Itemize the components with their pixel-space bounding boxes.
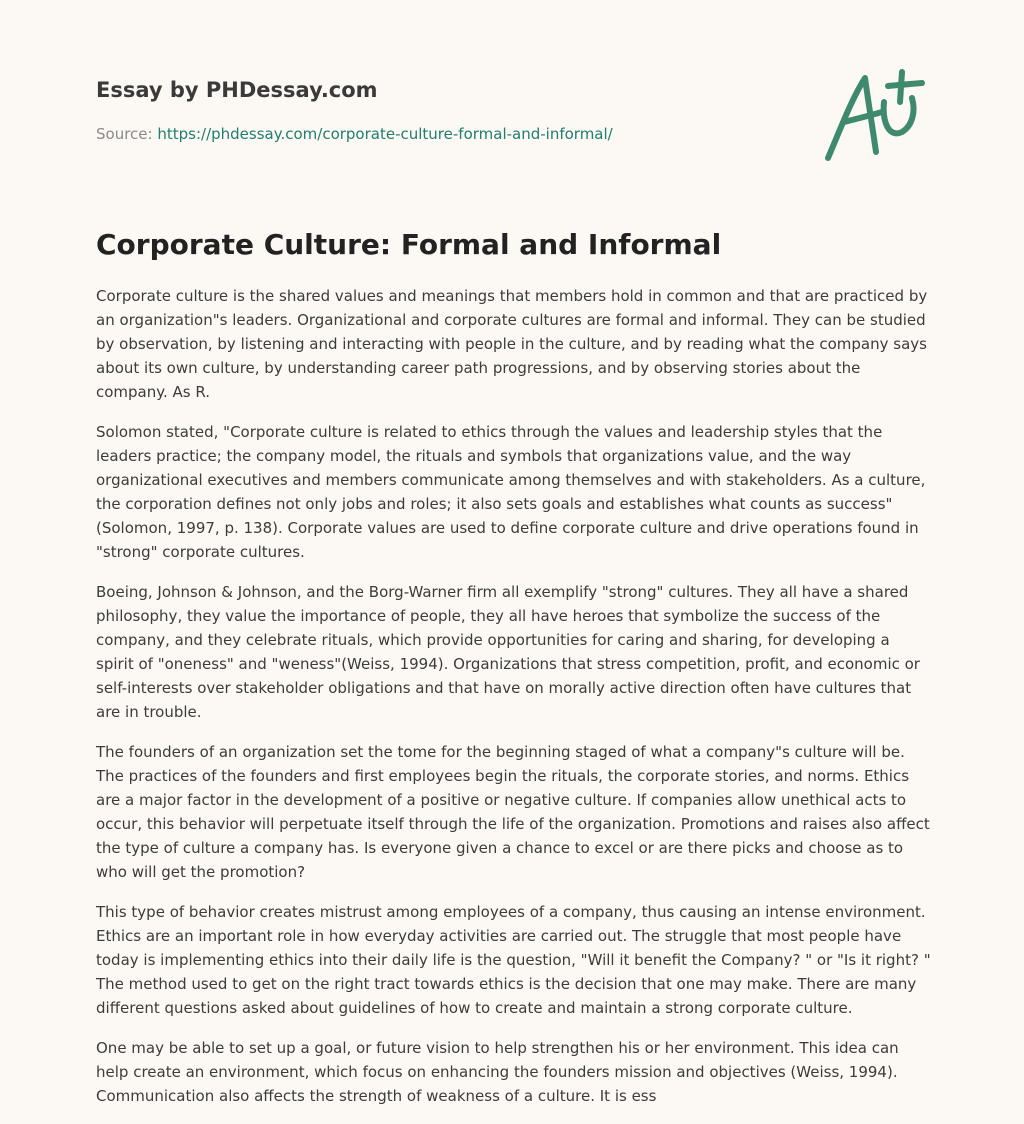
essay-paragraph: The founders of an organization set the tome for the beginning staged of what a company"s culture will be. The practices of the founders and first employees begin the rituals, the corporate stories, and norms. Ethics are a major factor in the development of a positive or negative culture. If companies allow unethical acts to occur, this behavior will perpetuate itself through the life of the organization. Promotions and raises also affect the type of culture a company has. Is everyone given a chance to excel or are there picks and choose as to who will get the promotion? (96, 743, 930, 881)
essay-body (96, 284, 932, 1124)
essay-header (96, 76, 796, 144)
source-link[interactable]: https://phdessay.com/corporate-culture-formal-and-informal/ (157, 125, 613, 143)
essay-paragraph: This type of behavior creates mistrust among employees of a company, thus causing an intense environment. Ethics are an important role in how everyday activities are carried out. The struggle that most people have today is implementing ethics into their daily life is the question, "Will it benefit the Company? " or "Is it right? " The method used to get on the right tract towards ethics is the decision that one may make. There are many different questions asked about guidelines of how to create and maintain a strong corporate culture. (96, 903, 931, 1017)
essay-title: Corporate Culture: Formal and Informal (96, 228, 722, 261)
essay-paragraph: Solomon stated, "Corporate culture is related to ethics through the values and leadership styles that the leaders practice; the company model, the rituals and symbols that organizations value, and the way organizational executives and members communicate among themselves and with stakeholders. As a culture, the corporation defines not only jobs and roles; it also sets goals and establishes what counts as success" (Solomon, 1997, p. 138). Corporate values are used to define corporate culture and drive operations found in "strong" corporate cultures. (96, 423, 926, 561)
a-plus-grade-icon (818, 66, 930, 166)
essay-paragraph: Corporate culture is the shared values and meanings that members hold in common and that are practiced by an organization"s leaders. Organizational and corporate cultures are formal and informal. They can be studied by observation, by listening and interacting with people in the culture, and by reading what the company says about its own culture, by understanding career path progressions, and by observing stories about the company. As R. (96, 287, 928, 401)
site-brand: Essay by PHDessay.com (96, 78, 378, 102)
essay-paragraph: One may be able to set up a goal, or future vision to help strengthen his or her environment. This idea can help create an environment, which focus on enhancing the founders mission and objectives (Weiss, 1994). Communication also affects the strength of weakness of a culture. It is ess (96, 1039, 899, 1105)
source-label: Source: (96, 125, 153, 143)
source-line (96, 124, 796, 144)
essay-paragraph: Boeing, Johnson & Johnson, and the Borg-Warner firm all exemplify "strong" cultures. They all have a shared philosophy, they value the importance of people, they all have heroes that symbolize the success of the company, and they celebrate rituals, which provide opportunities for caring and sharing, for developing a spirit of "oneness" and "weness"(Weiss, 1994). Organizations that stress competition, profit, and economic or self-interests over stakeholder obligations and that have on morally active direction often have cultures that are in trouble. (96, 583, 920, 721)
